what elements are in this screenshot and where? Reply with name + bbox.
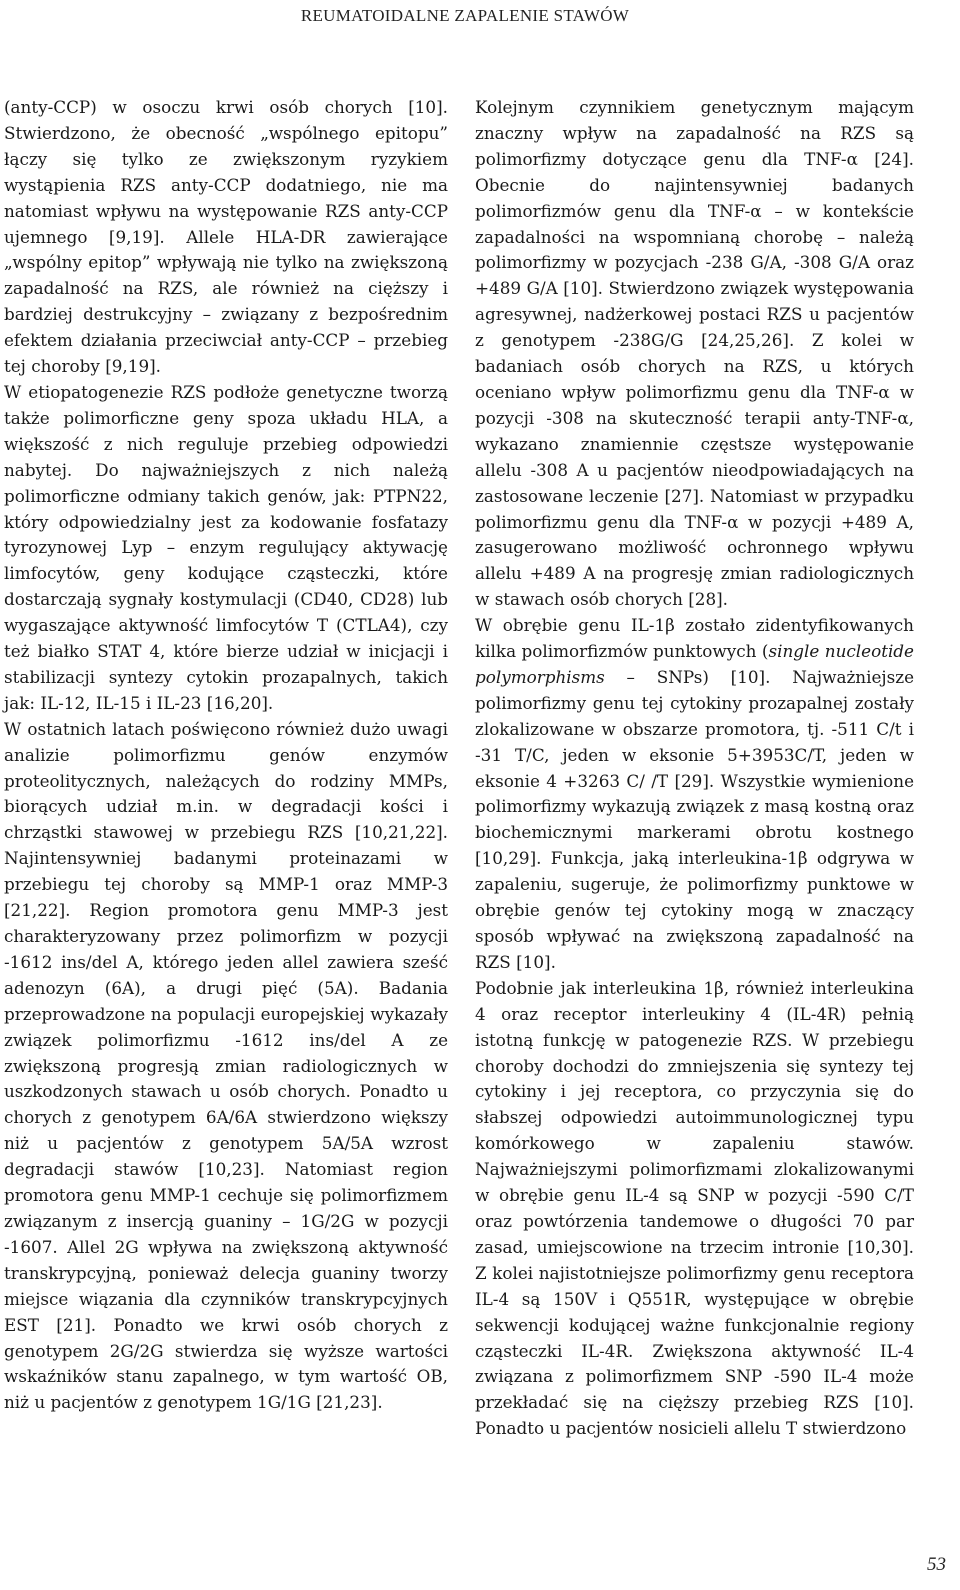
running-header: REUMATOIDALNE ZAPALENIE STAWÓW xyxy=(300,6,630,25)
right-column xyxy=(475,95,914,1442)
paragraph-text: – SNPs) [10]. Najważniejsze polimorfizmy genu tej cytokiny prozapalnej zostały zlokalizowane w obszarze promotora, tj. -511 C/t i -31 T/C, jeden w eksonie 5+3953C/T, jeden w eksonie 4 +3263 C/ /T [29]. Wszystkie wymienione polimorfizmy wykazują związek z masą kostną oraz biochemicznymi markerami obrotu kostnego [10,29]. Funkcja, jaką interleukina-1β odgrywa w zapaleniu, sugeruje, że polimorfizmy punktowe w obrębie genów tej cytokiny mogą w znaczący sposób wpływać na zwiększoną zapadalność na RZS [10]. xyxy=(475,666,914,972)
paragraph: Kolejnym czynnikiem genetycznym mającym znaczny wpływ na zapadalność na RZS są polimorfizmy dotyczące genu dla TNF-α [24]. Obecnie do najintensywniej badanych polimorfizmów genu dla TNF-α – w kontekście zapadalności na wspomnianą chorobę – należą polimorfizmy w pozycjach -238 G/A, -308 G/A oraz +489 G/A [10]. Stwierdzono związek występowania agresywnej, nadżerkowej postaci RZS u pacjentów z genotypem -238G/G [24,25,26]. Z kolei w badaniach osób chorych na RZS, u których oceniano wpływ polimorfizmu genu dla TNF-α w pozycji -308 na skuteczność terapii anty-TNF-α, wykazano znamiennie częstsze występowanie allelu -308 A u pacjentów nieodpowiadających na zastosowane leczenie [27]. Natomiast w przypadku polimorfizmu genu dla TNF-α w pozycji +489 A, zasugerowano możliwość ochronnego wpływu allelu +489 A na progresję zmian radiologicznych w stawach osób chorych [28]. xyxy=(475,97,914,610)
paragraph: W etiopatogenezie RZS podłoże genetyczne tworzą także polimorficzne geny spoza układu HLA, a większość z nich reguluje przebieg odpowiedzi nabytej. Do najważniejszych z nich należą polimorficzne odmiany takich genów, jak: PTPN22, który odpowiedzialny jest za kodowanie fosfatazy tyrozynowej Lyp – enzym regulujący aktywację limfocytów, geny kodujące cząsteczki, które dostarczają sygnały kostymulacji (CD40, CD28) lub wygaszające aktywność limfocytów T (CTLA4), czy też białko STAT 4, które bierze udział w inicjacji i stabilizacji syntezy cytokin prozapalnych, takich jak: IL-12, IL-15 i IL-23 [16,20]. xyxy=(4,381,448,713)
italic-term: single nucleotide polymorphisms xyxy=(475,641,914,687)
left-column xyxy=(4,95,448,1416)
paragraph-text: W obrębie genu IL-1β zostało zidentyfikowanych kilka polimorfizmów punktowych ( xyxy=(475,615,914,662)
paragraph xyxy=(475,613,914,976)
page-number: 53 xyxy=(927,1554,946,1575)
paragraph: Podobnie jak interleukina 1β, również interleukina 4 oraz receptor interleukiny 4 (IL-4R) pełnią istotną funkcję w patogenezie RZS. W przebiegu choroby dochodzi do zmniejszenia się syntezy tej cytokiny i jej receptora, co przyczynia się do słabszej odpowiedzi autoimmunologicznej typu komórkowego w zapaleniu stawów. Najważniejszymi polimorfizmami zlokalizowanymi w obrębie genu IL-4 są SNP w pozycji -590 C/T oraz powtórzenia tandemowe o długości 70 par zasad, umiejscowione na trzecim intronie [10,30]. Z kolei najistotniejsze polimorfizmy genu receptora IL-4 są 150V i Q551R, występujące w obrębie sekwencji kodującej ważne funkcjonalnie regiony cząsteczki IL-4R. Zwiększona aktywność IL-4 związana z polimorfizmem SNP -590 IL-4 może przekładać się na cięższy przebieg RZS [10]. Ponadto u pacjentów nosicieli allelu T stwierdzono xyxy=(475,977,914,1439)
paragraph: W ostatnich latach poświęcono również dużo uwagi analizie polimorfizmu genów enzymów proteolitycznych, należących do rodziny MMPs, biorących udział m.in. w degradacji kości i chrząstki stawowej w przebiegu RZS [10,21,22]. Najintensywniej badanymi proteinazami w przebiegu tej choroby są MMP-1 oraz MMP-3 [21,22]. Region promotora genu MMP-3 jest charakteryzowany przez polimorfizm w pozycji -1612 ins/del A, którego jeden allel zawiera sześć adenozyn (6A), a drugi pięć (5A). Badania przeprowadzone na populacji europejskiej wykazały związek polimorfizmu -1612 ins/del A ze zwiększoną progresją zmian radiologicznych w uszkodzonych stawach u osób chorych. Ponadto u chorych z genotypem 6A/6A stwierdzono większy niż u pacjentów z genotypem 5A/5A wzrost degradacji stawów [10,23]. Natomiast region promotora genu MMP-1 cechuje się polimorfizmem związanym z insercją guaniny – 1G/2G w pozycji -1607. Allel 2G wpływa na zwiększoną aktywność transkrypcyjną, ponieważ delecja guaniny tworzy miejsce wiązania dla czynników transkrypcyjnych EST [21]. Ponadto we krwi osób chorych z genotypem 2G/2G stwierdza się wyższe wartości wskaźników stanu zapalnego, w tym wartość OB, niż u pacjentów z genotypem 1G/1G [21,23]. xyxy=(4,718,448,1413)
paragraph: (anty-CCP) w osoczu krwi osób chorych [10]. Stwierdzono, że obecność „wspólnego epitopu” łączy się tylko ze zwiększonym ryzykiem wystąpienia RZS anty-CCP dodatniego, nie ma natomiast wpływu na występowanie RZS anty-CCP ujemnego [9,19]. Allele HLA-DR zawierające „wspólny epitop” wpływają nie tylko na zwiększoną zapadalność na RZS, ale również na cięższy i bardziej destrukcyjny – związany z bezpośrednim efektem działania przeciwciał anty-CCP – przebieg tej choroby [9,19]. xyxy=(4,97,448,377)
